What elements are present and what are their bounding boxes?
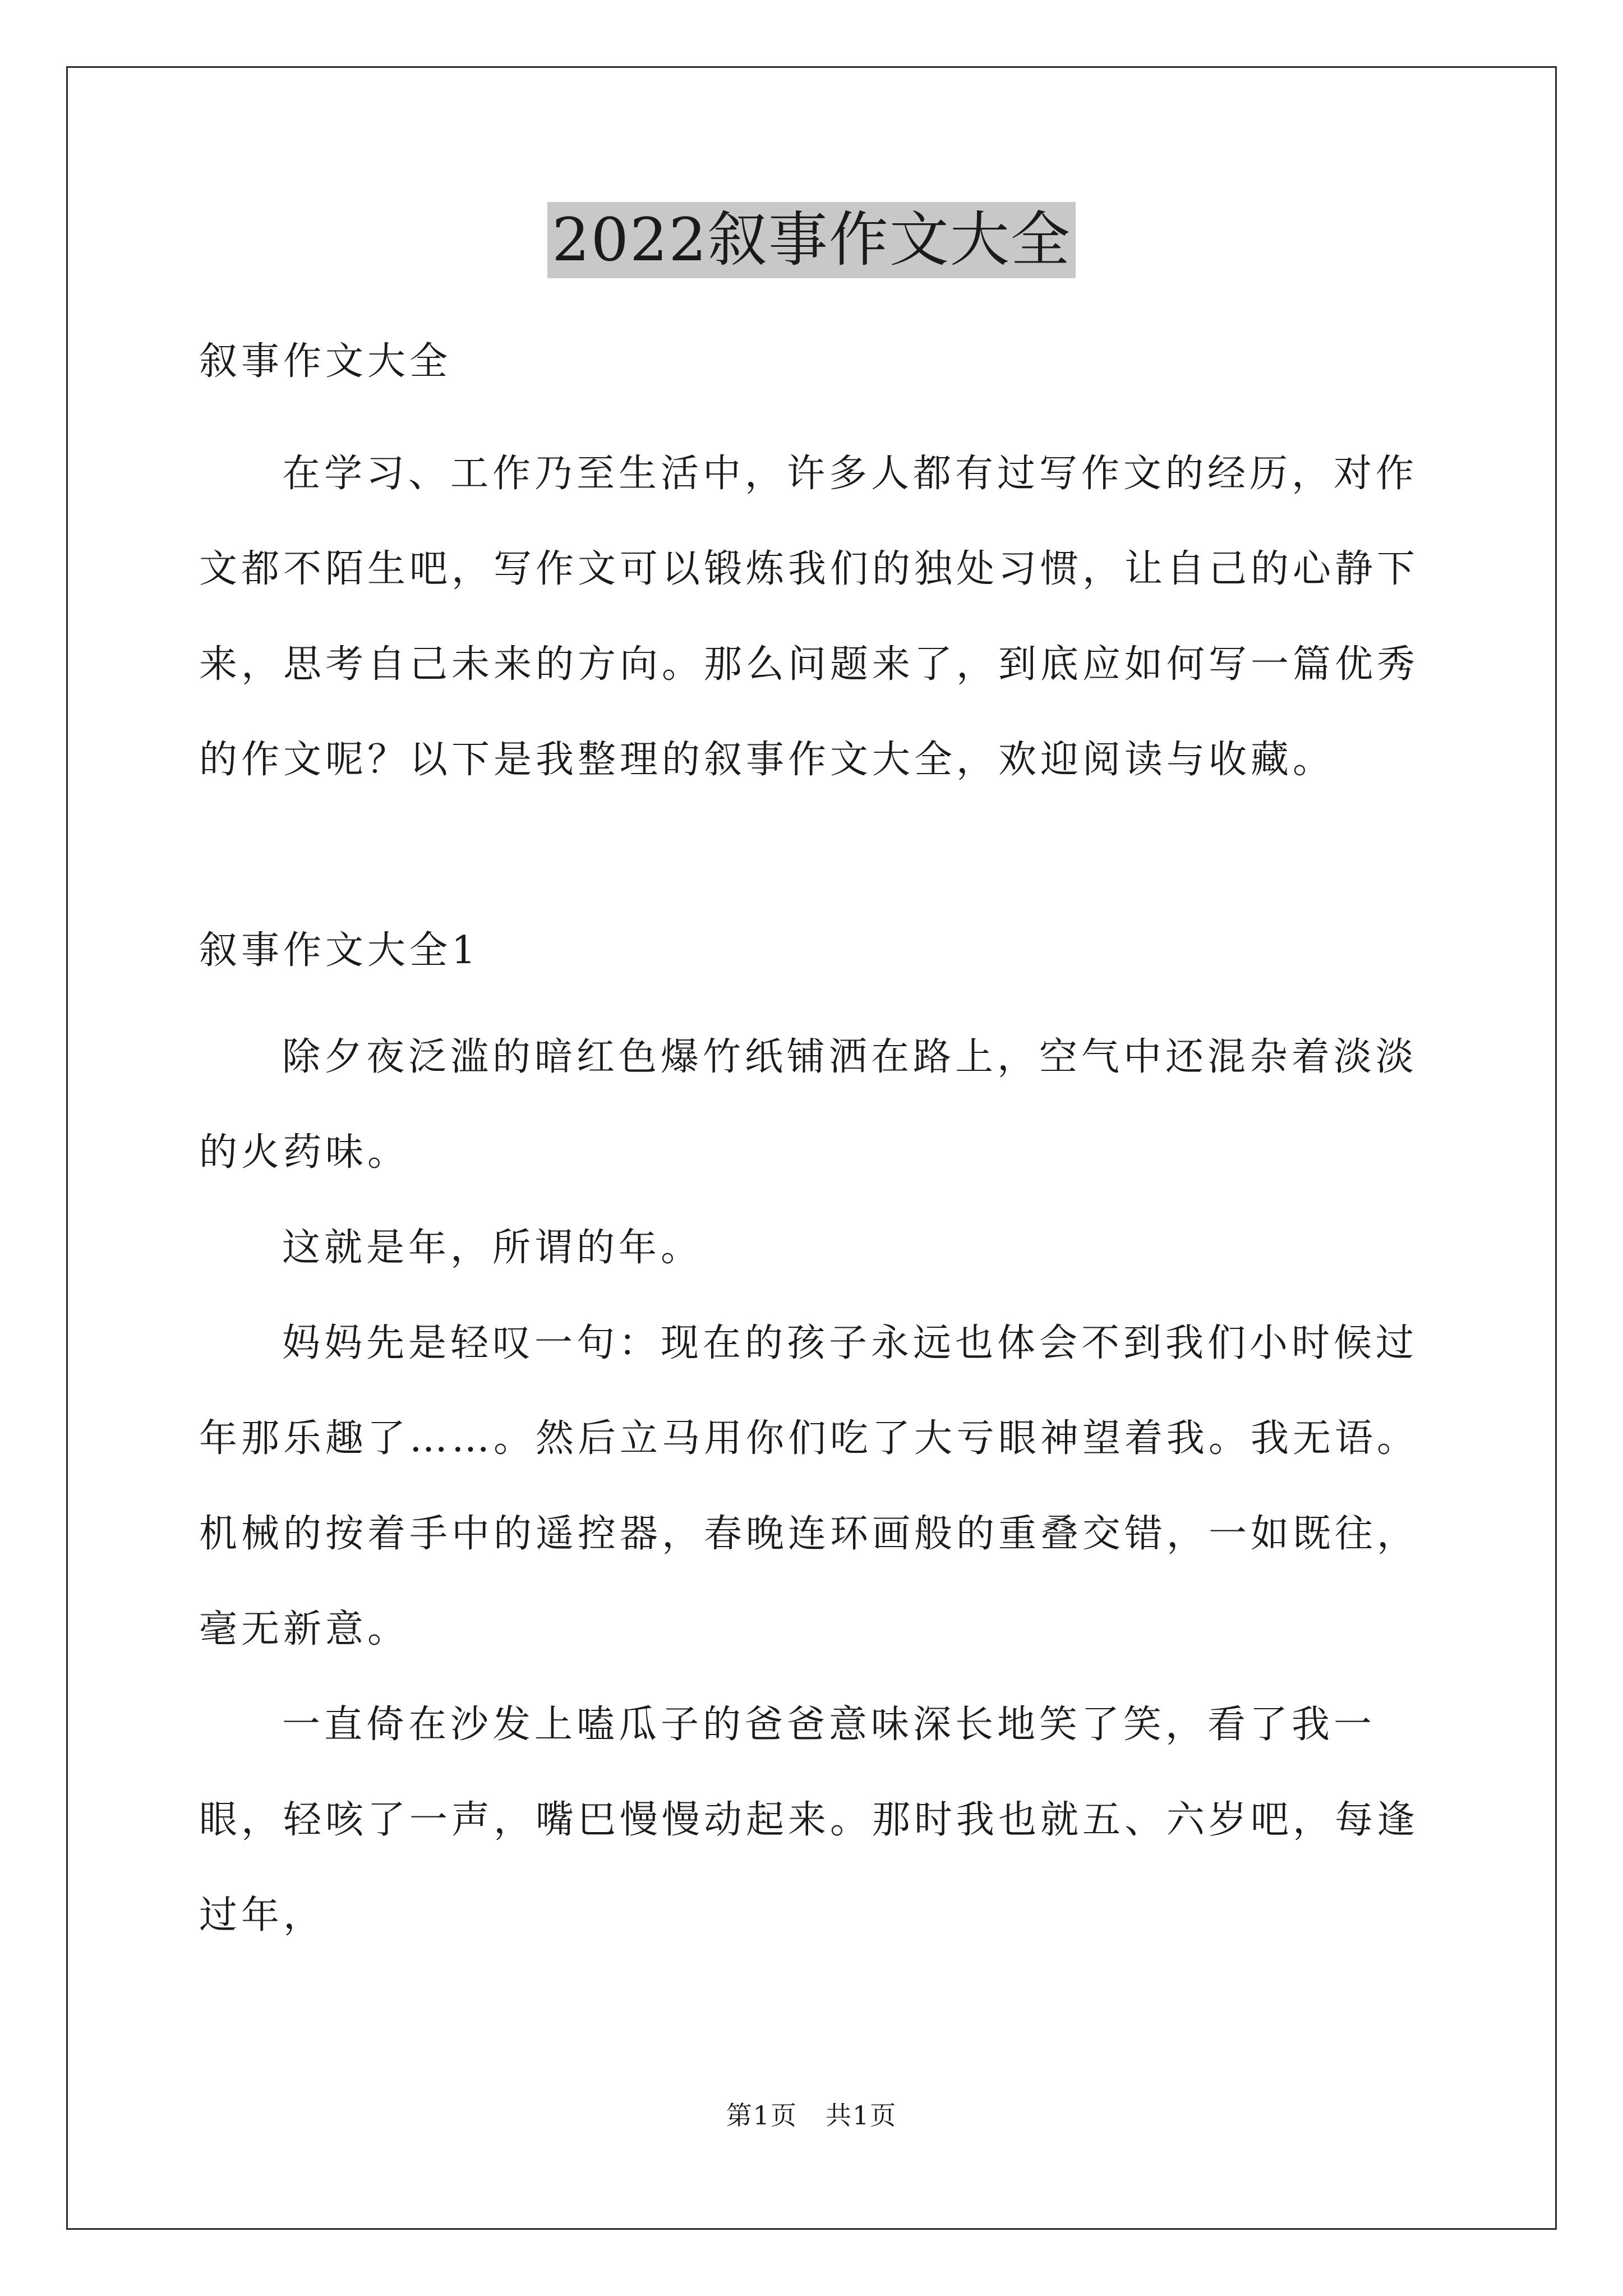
page-number-total: 共1页 (826, 2100, 897, 2131)
title-container (0, 202, 1623, 278)
intro-paragraph: 在学习、工作乃至生活中，许多人都有过写作文的经历，对作文都不陌生吧，写作文可以锻炼我们的独处习惯，让自己的心静下来，思考自己未来的方向。那么问题来了，到底应如何写一篇优秀的作文呢？以下是我整理的叙事作文大全，欢迎阅读与收藏。 (199, 452, 1419, 782)
subtitle: 叙事作文大全 (199, 339, 452, 384)
body-paragraph: 这就是年，所谓的年。 (282, 1226, 703, 1270)
section-heading: 叙事作文大全1 (199, 928, 480, 973)
page-number-current: 第1页 (726, 2100, 797, 2131)
page-footer (0, 2095, 1623, 2132)
section-spacer (199, 808, 1427, 903)
body-paragraph: 除夕夜泛滥的暗红色爆竹纸铺洒在路上，空气中还混杂着淡淡的火药味。 (199, 1035, 1418, 1175)
body-paragraph: 妈妈先是轻叹一句：现在的孩子永远也体会不到我们小时候过年那乐趣了……。然后立马用你们吃了大亏眼神望着我。我无语。机械的按着手中的遥控器，春晚连环画般的重叠交错，一如既往，毫无新意。 (199, 1321, 1419, 1651)
document-body (199, 314, 1427, 1963)
document-title: 2022叙事作文大全 (547, 202, 1076, 278)
body-paragraph: 一直倚在沙发上嗑瓜子的爸爸意味深长地笑了笑，看了我一眼，轻咳了一声，嘴巴慢慢动起来。那时我也就五、六岁吧，每逢过年， (199, 1703, 1419, 1938)
